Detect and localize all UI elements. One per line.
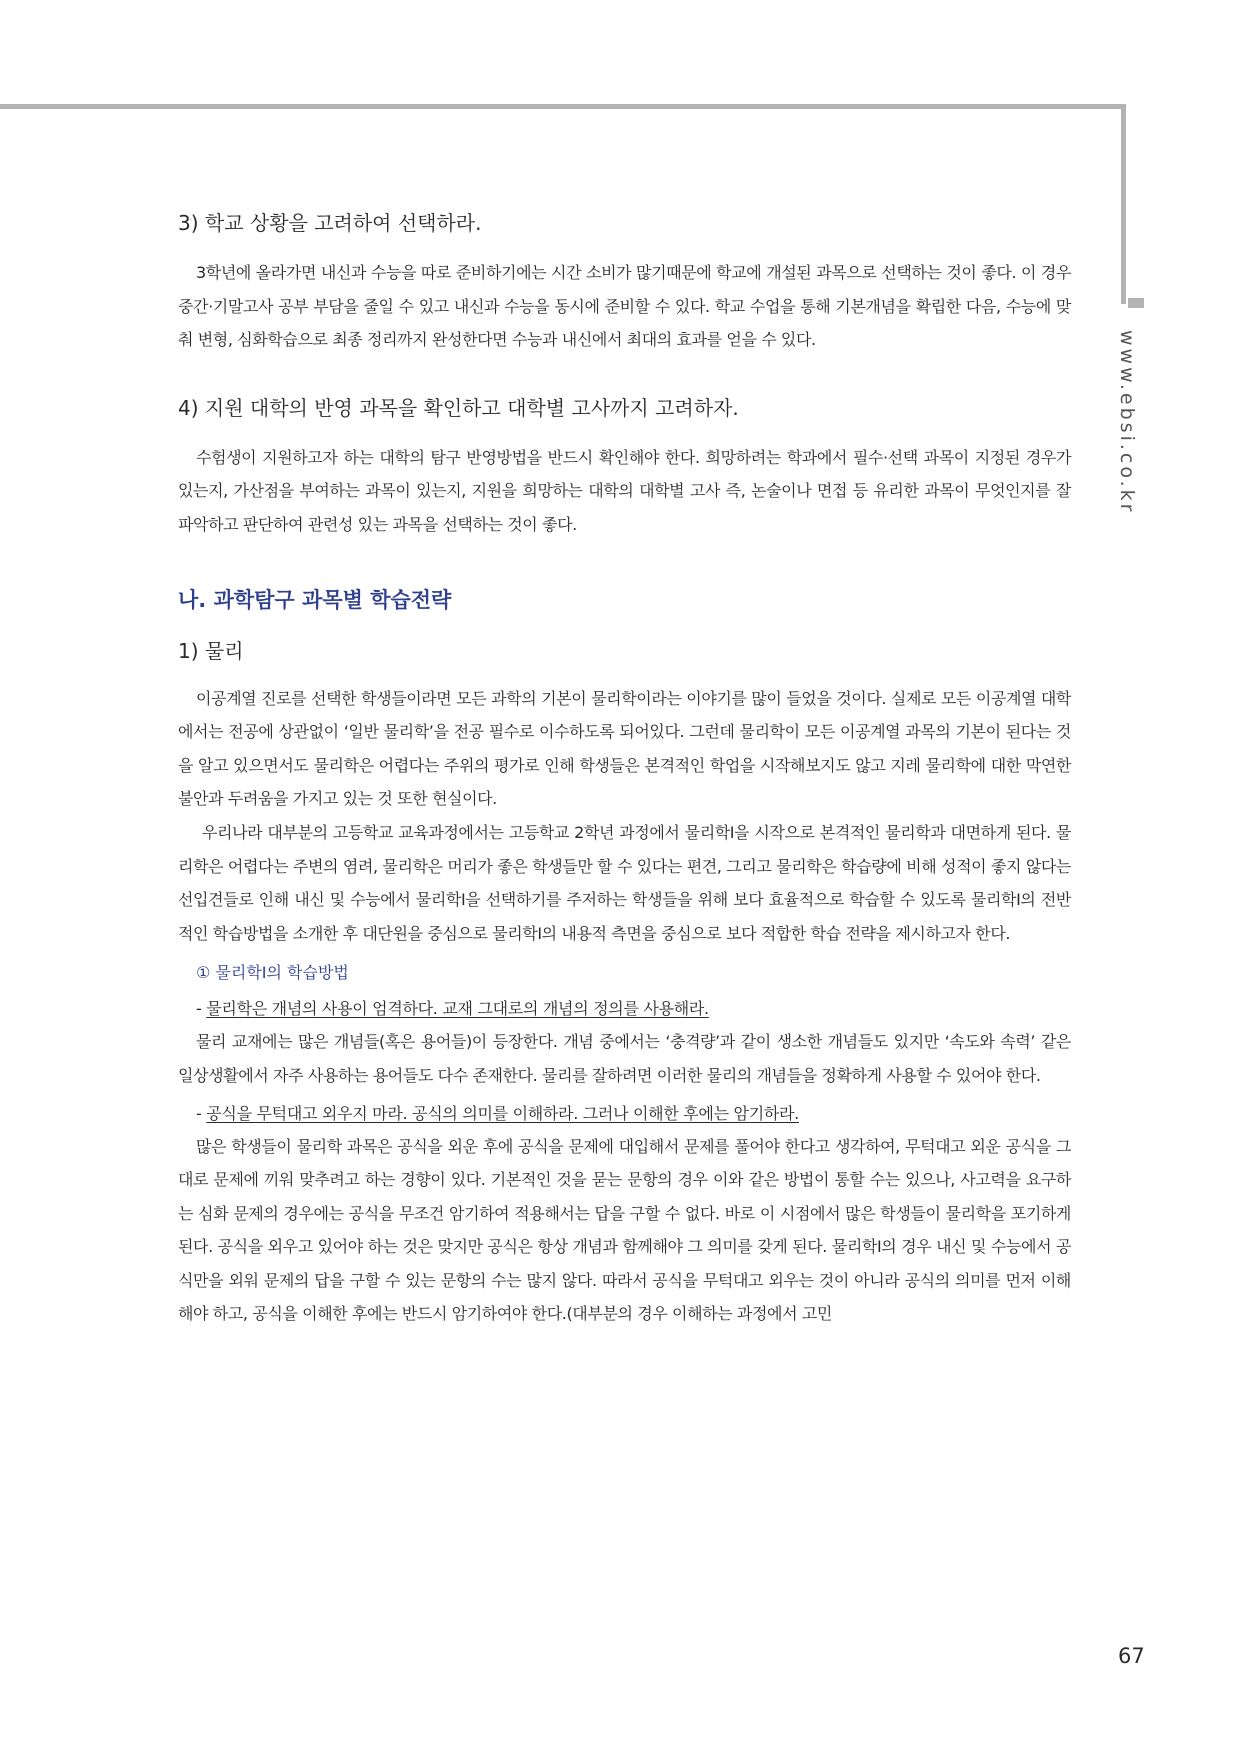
dash-point-2 (178, 1097, 1071, 1130)
section4-heading: 4) 지원 대학의 반영 과목을 확인하고 대학별 고사까지 고려하자. (178, 395, 739, 420)
page-number: 67 (1118, 1644, 1145, 1668)
page-frame-right-border (1121, 104, 1126, 304)
dash-point-1 (178, 992, 1071, 1025)
page-content (178, 208, 1071, 1331)
physics-paragraph-4: 많은 학생들이 물리학 과목은 공식을 외운 후에 공식을 문제에 대입해서 문제를 풀어야 한다고 생각하여, 무턱대고 외운 공식을 그대로 문제에 끼워 맞추려고 하는 경향이 있다. 기본적인 것을 묻는 문항의 경우 이와 같은 방법이 통할 수는 있으나, 사고력을 요구하는 심화 문제의 경우에는 공식을 무조건 암기하여 적용해서는 답을 구할 수 없다. 바로 이 시점에서 많은 학생들이 물리학을 포기하게 된다. 공식을 외우고 있어야 하는 것은 맞지만 공식은 항상 개념과 함께해야 그 의미를 갖게 된다. 물리학I의 경우 내신 및 수능에서 공식만을 외워 문제의 답을 구할 수 있는 문항의 수는 많지 않다. 따라서 공식을 무턱대고 외우는 것이 아니라 공식의 의미를 먼저 이해해야 하고, 공식을 이해한 후에는 반드시 암기하여야 한다.(대부분의 경우 이해하는 과정에서 고민 (178, 1136, 1071, 1324)
dash-point-2-text: 공식을 무턱대고 외우지 마라. 공식의 의미를 이해하라. 그러나 이해한 후에는 암기하라. (206, 1103, 799, 1123)
page-frame-tab (1128, 298, 1144, 308)
physics-sub-heading: 1) 물리 (178, 638, 244, 663)
physics-paragraph-1: 이공계열 진로를 선택한 학생들이라면 모든 과학의 기본이 물리학이라는 이야기를 많이 들었을 것이다. 실제로 모든 이공계열 대학에서는 전공에 상관없이 ‘일반 물리학’을 전공 필수로 이수하도록 되어있다. 그런데 물리학이 모든 이공계열 과목의 기본이 된다는 것을 알고 있으면서도 물리학은 어렵다는 주위의 평가로 인해 학생들은 본격적인 학업을 시작해보지도 않고 지레 물리학에 대한 막연한 불안과 두려움을 가지고 있는 것 또한 현실이다. (178, 688, 1071, 809)
dash-marker: - (196, 999, 207, 1019)
side-url-text: www.ebsi.co.kr (1116, 330, 1138, 515)
section-na-title: 나. 과학탐구 과목별 학습전략 (178, 587, 452, 612)
physics-paragraph-3: 물리 교재에는 많은 개념들(혹은 용어들)이 등장한다. 개념 중에서는 ‘충격량’과 같이 생소한 개념들도 있지만 ‘속도와 속력’ 같은 일상생활에서 자주 사용하는 용어들도 다수 존재한다. 물리를 잘하려면 이러한 물리의 개념들을 정확하게 사용할 수 있어야 한다. (178, 1032, 1071, 1085)
dash-point-1-text: 물리학은 개념의 사용이 엄격하다. 교재 그대로의 개념의 정의를 사용해라. (206, 999, 709, 1019)
physics-paragraph-2: 우리나라 대부분의 고등학교 교육과정에서는 고등학교 2학년 과정에서 물리학I을 시작으로 본격적인 물리학과 대면하게 된다. 물리학은 어렵다는 주변의 염려, 물리학은 머리가 좋은 학생들만 할 수 있다는 편견, 그리고 물리학은 학습량에 비해 성적이 좋지 않다는 선입견들로 인해 내신 및 수능에서 물리학I을 선택하기를 주저하는 학생들을 위해 보다 효율적으로 학습할 수 있도록 물리학I의 전반적인 학습방법을 소개한 후 대단원을 중심으로 물리학I의 내용적 측면을 중심으로 보다 적합한 학습 전략을 제시하고자 한다. (178, 822, 1071, 943)
page-frame-top-border (0, 104, 1126, 109)
physics-study-method-item: ① 물리학I의 학습방법 (196, 963, 349, 983)
section4-body: 수험생이 지원하고자 하는 대학의 탐구 반영방법을 반드시 확인해야 한다. 희망하려는 학과에서 필수·선택 과목이 지정된 경우가 있는지, 가산점을 부여하는 과목이 있는지, 지원을 희망하는 대학의 대학별 고사 즉, 논술이나 면접 등 유리한 과목이 무엇인지를 잘 파악하고 판단하여 관련성 있는 과목을 선택하는 것이 좋다. (178, 447, 1071, 534)
section3-body: 3학년에 올라가면 내신과 수능을 따로 준비하기에는 시간 소비가 많기때문에 학교에 개설된 과목으로 선택하는 것이 좋다. 이 경우 중간·기말고사 공부 부담을 줄일 수 있고 내신과 수능을 동시에 준비할 수 있다. 학교 수업을 통해 기본개념을 확립한 다음, 수능에 맞춰 변형, 심화학습으로 최종 정리까지 완성한다면 수능과 내신에서 최대의 효과를 얻을 수 있다. (178, 263, 1071, 350)
section3-heading: 3) 학교 상황을 고려하여 선택하라. (178, 211, 482, 235)
dash-marker: - (196, 1103, 207, 1123)
